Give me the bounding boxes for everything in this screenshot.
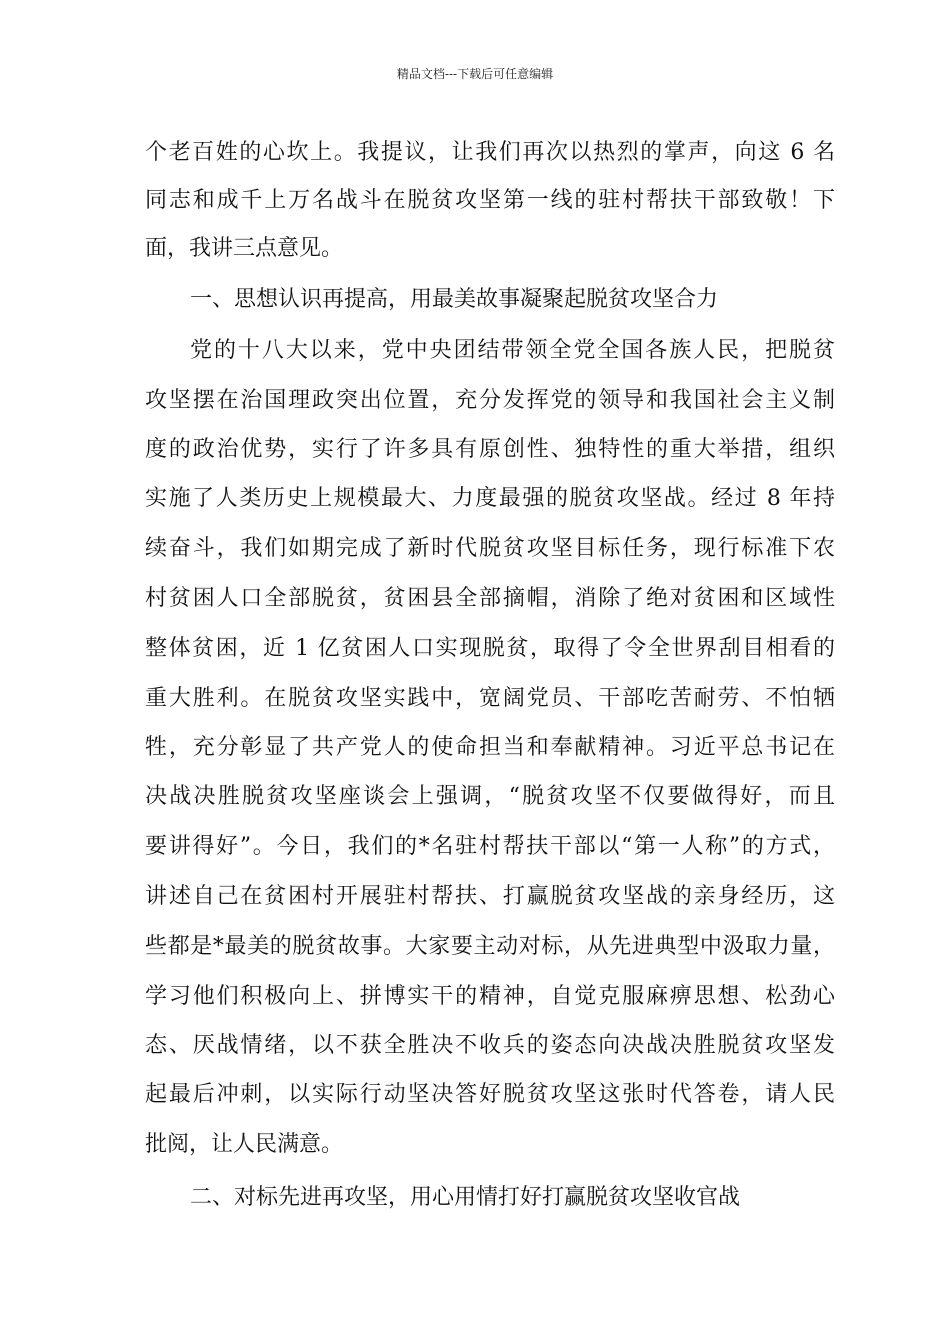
body-text-line: 度的政治优势，实行了许多具有原创性、独特性的重大举措，组织 — [145, 437, 835, 462]
page-header: 精品文档---下载后可任意编辑 — [396, 67, 554, 81]
body-text-line: 学习他们积极向上、拼博实干的精神，自觉克服麻痹思想、松劲心 — [145, 984, 835, 1009]
body-text-line: 牲，充分彰显了共产党人的使命担当和奉献精神。习近平总书记在 — [145, 735, 835, 760]
body-text-line: 讲述自己在贫困村开展驻村帮扶、打赢脱贫攻坚战的亲身经历，这 — [145, 884, 835, 909]
section-heading-2: 二、对标先进再攻坚，用心用情打好打赢脱贫攻坚收官战 — [190, 1185, 741, 1210]
section-heading-1: 一、思想认识再提高，用最美故事凝聚起脱贫攻坚合力 — [190, 287, 719, 312]
body-text-line: 起最后冲刺，以实际行动坚决答好脱贫攻坚这张时代答卷，请人民 — [145, 1082, 835, 1107]
body-text-line: 实施了人类历史上规模最大、力度最强的脱贫攻坚战。经过 8 年持 — [145, 486, 835, 511]
body-text-line: 续奋斗，我们如期完成了新时代脱贫攻坚目标任务，现行标准下农 — [145, 536, 835, 561]
body-text-line: 重大胜利。在脱贫攻坚实践中，宽阔党员、干部吃苦耐劳、不怕牺 — [145, 686, 835, 711]
body-text-line: 态、厌战情绪，以不获全胜决不收兵的姿态向决战决胜脱贫攻坚发 — [145, 1033, 835, 1058]
body-text-line: 批阅，让人民满意。 — [145, 1132, 344, 1157]
body-text-line: 攻坚摆在治国理政突出位置，充分发挥党的领导和我国社会主义制 — [145, 388, 835, 413]
body-text-line: 些都是*最美的脱贫故事。大家要主动对标，从先进典型中汲取力量， — [145, 934, 835, 959]
body-text-line: 面，我讲三点意见。 — [145, 236, 344, 261]
body-text-line: 党的十八大以来，党中央团结带领全党全国各族人民，把脱贫 — [190, 338, 835, 363]
body-text-line: 决战决胜脱贫攻坚座谈会上强调，“脱贫攻坚不仅要做得好，而且 — [145, 784, 835, 809]
body-text-line: 同志和成千上万名战斗在脱贫攻坚第一线的驻村帮扶干部致敬！下 — [145, 188, 835, 213]
body-text-line: 村贫困人口全部脱贫，贫困县全部摘帽，消除了绝对贫困和区域性 — [145, 586, 835, 611]
body-text-line: 整体贫困，近 1 亿贫困人口实现脱贫，取得了令全世界刮目相看的 — [145, 636, 835, 661]
body-text-line: 个老百姓的心坎上。我提议，让我们再次以热烈的掌声，向这 6 名 — [145, 140, 835, 165]
body-text-line: 要讲得好”。今日，我们的*名驻村帮扶干部以“第一人称”的方式， — [145, 834, 835, 859]
